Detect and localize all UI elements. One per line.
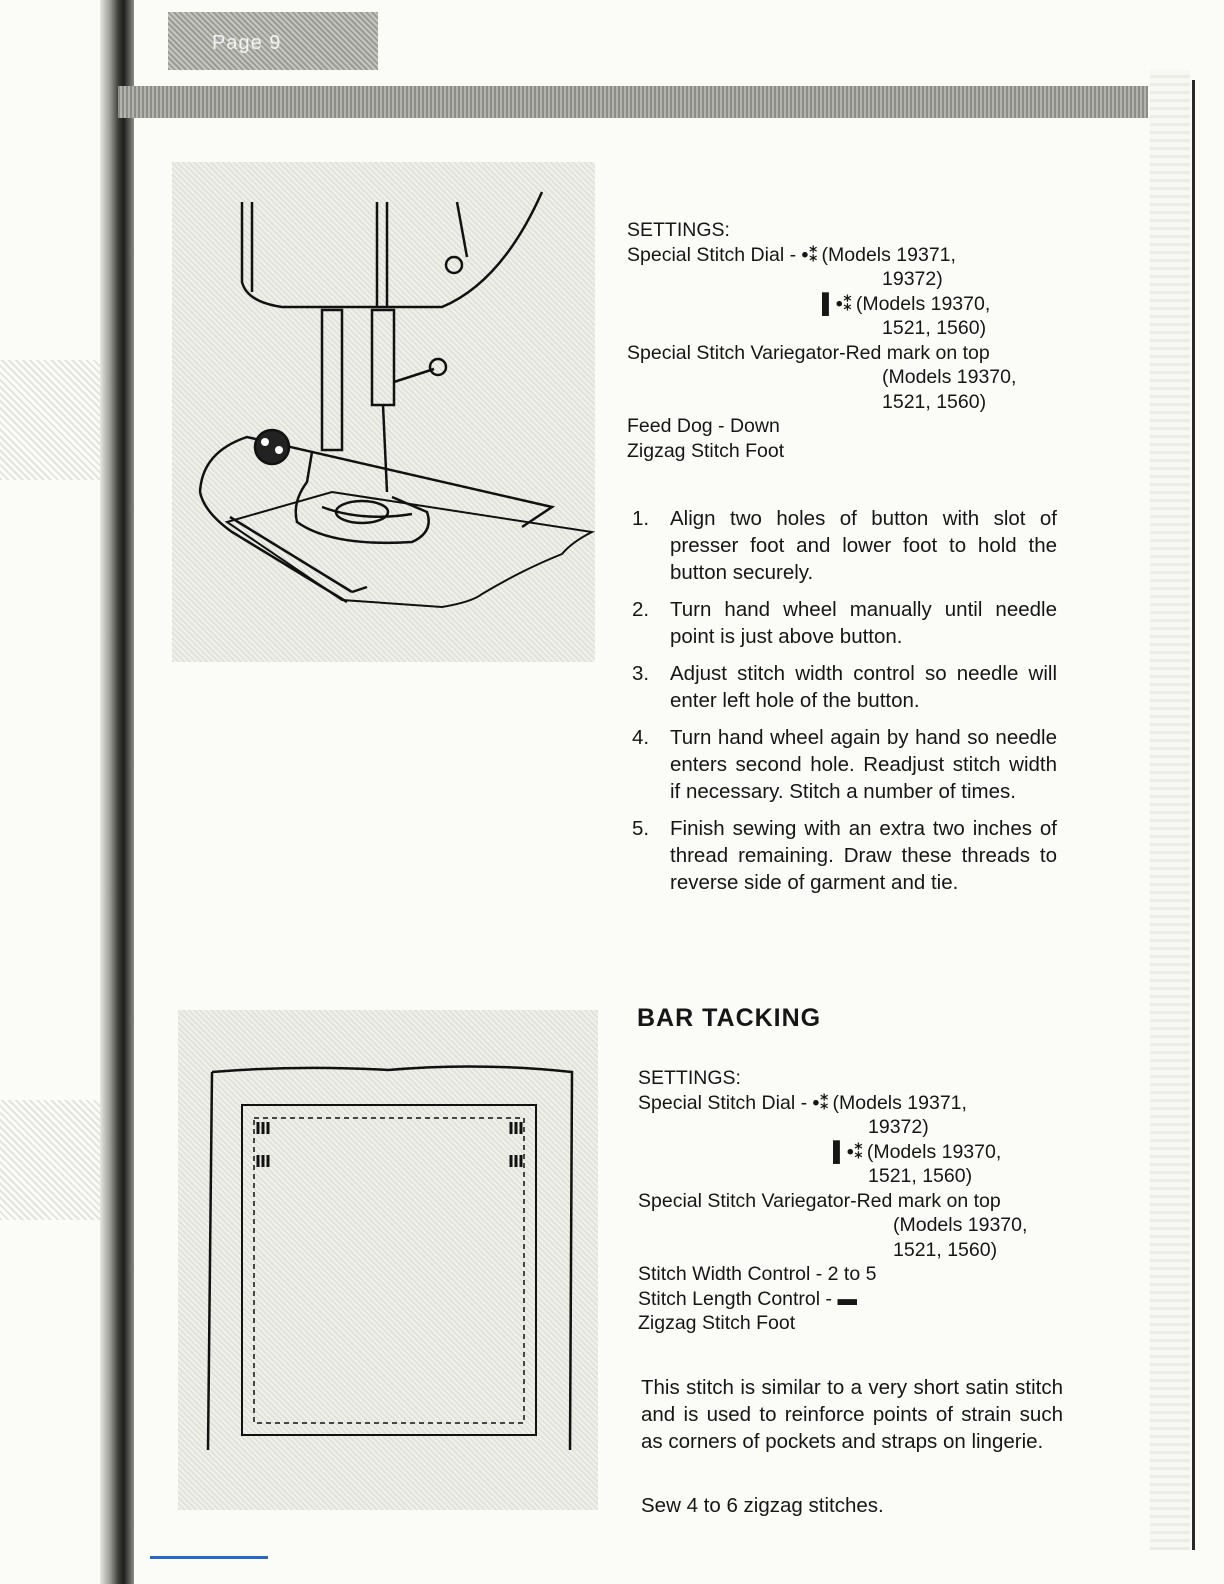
dial-models-b-cont: 1521, 1560) xyxy=(868,1165,973,1187)
page-number: Page 9 xyxy=(212,32,282,54)
bottom-rule xyxy=(150,1556,268,1559)
bar-tacking-instruction: Sew 4 to 6 zigzag stitches. xyxy=(641,1494,884,1517)
step-number: 3. xyxy=(632,662,650,685)
settings-label: SETTINGS: xyxy=(638,1067,741,1089)
step-number: 4. xyxy=(632,726,650,749)
dial-models-b-cont: 1521, 1560) xyxy=(882,317,987,339)
variegator-models-cont: 1521, 1560) xyxy=(882,390,987,413)
dial-label: Special Stitch Dial - xyxy=(627,243,797,266)
stitch-length-setting: Stitch Length Control - xyxy=(638,1287,833,1310)
variegator-label: Special Stitch Variegator-Red mark on top xyxy=(627,341,990,364)
variegator-models-cont: 1521, 1560) xyxy=(893,1238,998,1261)
dial-models-a-cont: 19372) xyxy=(882,268,943,290)
list-item xyxy=(632,724,1057,805)
page-edge-line xyxy=(1192,80,1195,1550)
list-item xyxy=(632,660,1057,714)
sewing-machine-icon xyxy=(172,162,595,662)
foot-setting: Zigzag Stitch Foot xyxy=(638,1312,796,1334)
zigzag-dial-icon: •⁑ xyxy=(812,1091,830,1114)
dial-models-a: (Models 19371, xyxy=(821,243,956,266)
bar-zigzag-dial-icon: ▌•⁑ xyxy=(833,1140,864,1163)
stitch-width-setting: Stitch Width Control - 2 to 5 xyxy=(638,1263,877,1285)
step-text: Adjust stitch width control so needle will enter left hole of the button. xyxy=(670,662,1057,712)
pocket-icon xyxy=(178,1010,598,1510)
list-item xyxy=(632,505,1057,586)
page-edge xyxy=(1150,70,1190,1550)
button-sewing-steps xyxy=(632,505,1057,906)
zigzag-dial-icon: •⁑ xyxy=(801,243,819,266)
dial-models-b: (Models 19370, xyxy=(866,1140,1002,1163)
header-bar xyxy=(118,86,1148,118)
dial-models-a: (Models 19371, xyxy=(832,1091,967,1114)
variegator-models: (Models 19370, xyxy=(893,1214,1028,1236)
step-number: 5. xyxy=(632,817,650,840)
button-sewing-illustration xyxy=(172,162,595,662)
bar-tacking-settings xyxy=(638,1066,1078,1336)
settings-label: SETTINGS: xyxy=(627,219,730,241)
step-number: 1. xyxy=(632,507,650,530)
dial-models-b: (Models 19370, xyxy=(855,292,991,315)
list-item xyxy=(632,596,1057,650)
page-number-tab xyxy=(168,12,378,70)
book-spine xyxy=(100,0,134,1584)
stitch-length-icon: ▬ xyxy=(837,1287,857,1310)
dial-label: Special Stitch Dial - xyxy=(638,1091,808,1114)
list-item xyxy=(632,815,1057,896)
page-shadow-bottom xyxy=(0,1100,110,1220)
step-text: Turn hand wheel manually until needle point is just above button. xyxy=(670,598,1057,648)
step-number: 2. xyxy=(632,598,650,621)
step-text: Finish sewing with an extra two inches of thread remaining. Draw these threads to reverse side of garment and tie. xyxy=(670,817,1057,894)
step-text: Turn hand wheel again by hand so needle enters second hole. Readjust stitch width if necessary. Stitch a number of times. xyxy=(670,726,1057,803)
variegator-label: Special Stitch Variegator-Red mark on top xyxy=(638,1189,1001,1212)
foot-setting: Zigzag Stitch Foot xyxy=(627,439,785,462)
feed-dog-setting: Feed Dog - Down xyxy=(627,415,780,437)
dial-models-a-cont: 19372) xyxy=(868,1116,929,1138)
bar-tacking-illustration xyxy=(178,1010,598,1510)
button-sewing-settings xyxy=(627,218,1067,463)
step-text: Align two holes of button with slot of presser foot and lower foot to hold the button securely. xyxy=(670,507,1057,584)
bar-zigzag-dial-icon: ▌•⁑ xyxy=(822,292,853,315)
variegator-models: (Models 19370, xyxy=(882,366,1017,388)
section-heading: BAR TACKING xyxy=(637,1004,822,1032)
page-shadow-top xyxy=(0,360,110,480)
bar-tacking-description: This stitch is similar to a very short satin stitch and is used to reinforce points of strain such as corners of pockets and straps on lingerie. xyxy=(641,1376,1063,1453)
